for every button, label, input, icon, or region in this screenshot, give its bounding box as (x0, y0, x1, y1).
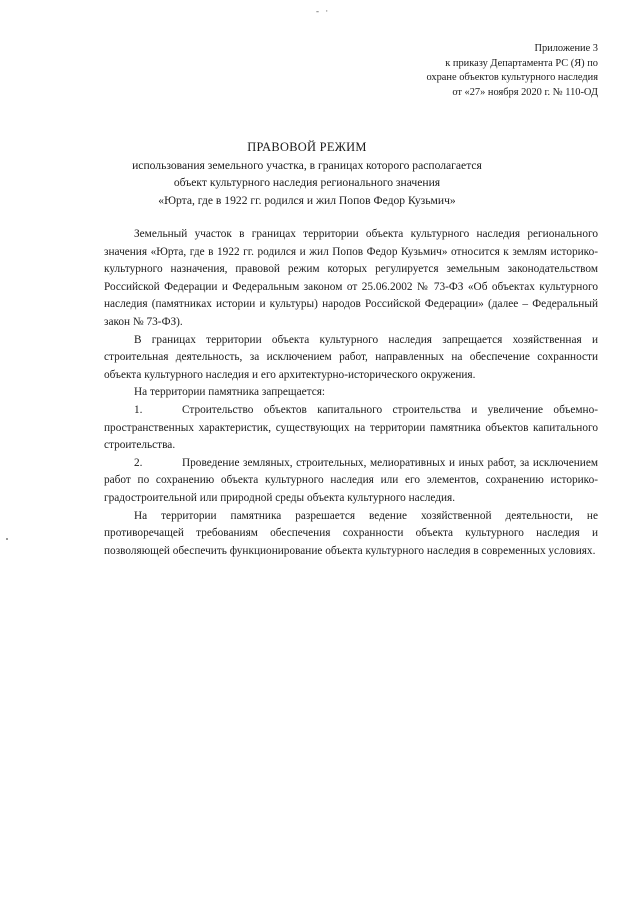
list-item-2 (104, 455, 598, 508)
appendix-header (338, 42, 598, 100)
list-item-1-text: Строительство объектов капитального строительства и увеличение объемно-пространственных характеристик, существующих на территории памятника объектов капитального строительства. (104, 403, 598, 452)
list-item-2-text: Проведение земляных, строительных, мелиоративных и иных работ, за исключением работ по сохранению объекта культурного наследия или его элементов, сохранению историко-градостроительной или природной среды объекта культурного наследия. (104, 456, 598, 504)
title-main: ПРАВОВОЙ РЕЖИМ (247, 140, 367, 154)
paragraph-restrictions: В границах территории объекта культурного наследия запрещается хозяйственная и строительная деятельность, за исключением работ, направленных на обеспечение сохранности объекта культурного наследия и его архитектурно-исторического окружения. (104, 333, 598, 381)
title-line-3: объект культурного наследия регионального значения (173, 176, 441, 189)
paragraph-permitted: На территории памятника разрешается ведение хозяйственной деятельности, не противоречащей требованиям обеспечения сохранности объекта культурного наследия и позволяющей обеспечить функционирование объекта культурного наследия в современных условиях. (104, 509, 598, 557)
scan-speck (6, 538, 8, 540)
document-title (100, 139, 514, 209)
list-item-1-number: 1. (134, 403, 143, 416)
list-item-2-number: 2. (134, 456, 143, 469)
list-item-1 (104, 402, 598, 455)
document-body (104, 226, 598, 560)
appendix-line-4: от «27» ноября 2020 г. № 110-ОД (452, 86, 598, 98)
paragraph-prohibited-heading: На территории памятника запрещается: (134, 386, 326, 399)
appendix-line-2: к приказу Департамента РС (Я) по (445, 57, 598, 69)
appendix-line-3: охране объектов культурного наследия (426, 72, 598, 83)
title-line-2: использования земельного участка, в границах которого располагается (132, 158, 482, 172)
scan-mark: - · (316, 6, 331, 16)
title-line-4: «Юрта, где в 1922 гг. родился и жил Попов Федор Кузьмич» (158, 193, 456, 207)
paragraph-land-plot: Земельный участок в границах территории объекта культурного наследия регионального значения «Юрта, где в 1922 гг. родился и жил Попов Федор Кузьмич» относится к землям историко-культурного назначения, правовой режим которых регулируется земельным законодательством Российской Федерации и Федеральным законом от 25.06.2002 № 73-ФЗ «Об объектах культурного наследия (памятниках истории и культуры) народов Российской Федерации» (далее – Федеральный закон № 73-ФЗ). (104, 228, 598, 328)
appendix-line-1: Приложение 3 (534, 43, 598, 54)
